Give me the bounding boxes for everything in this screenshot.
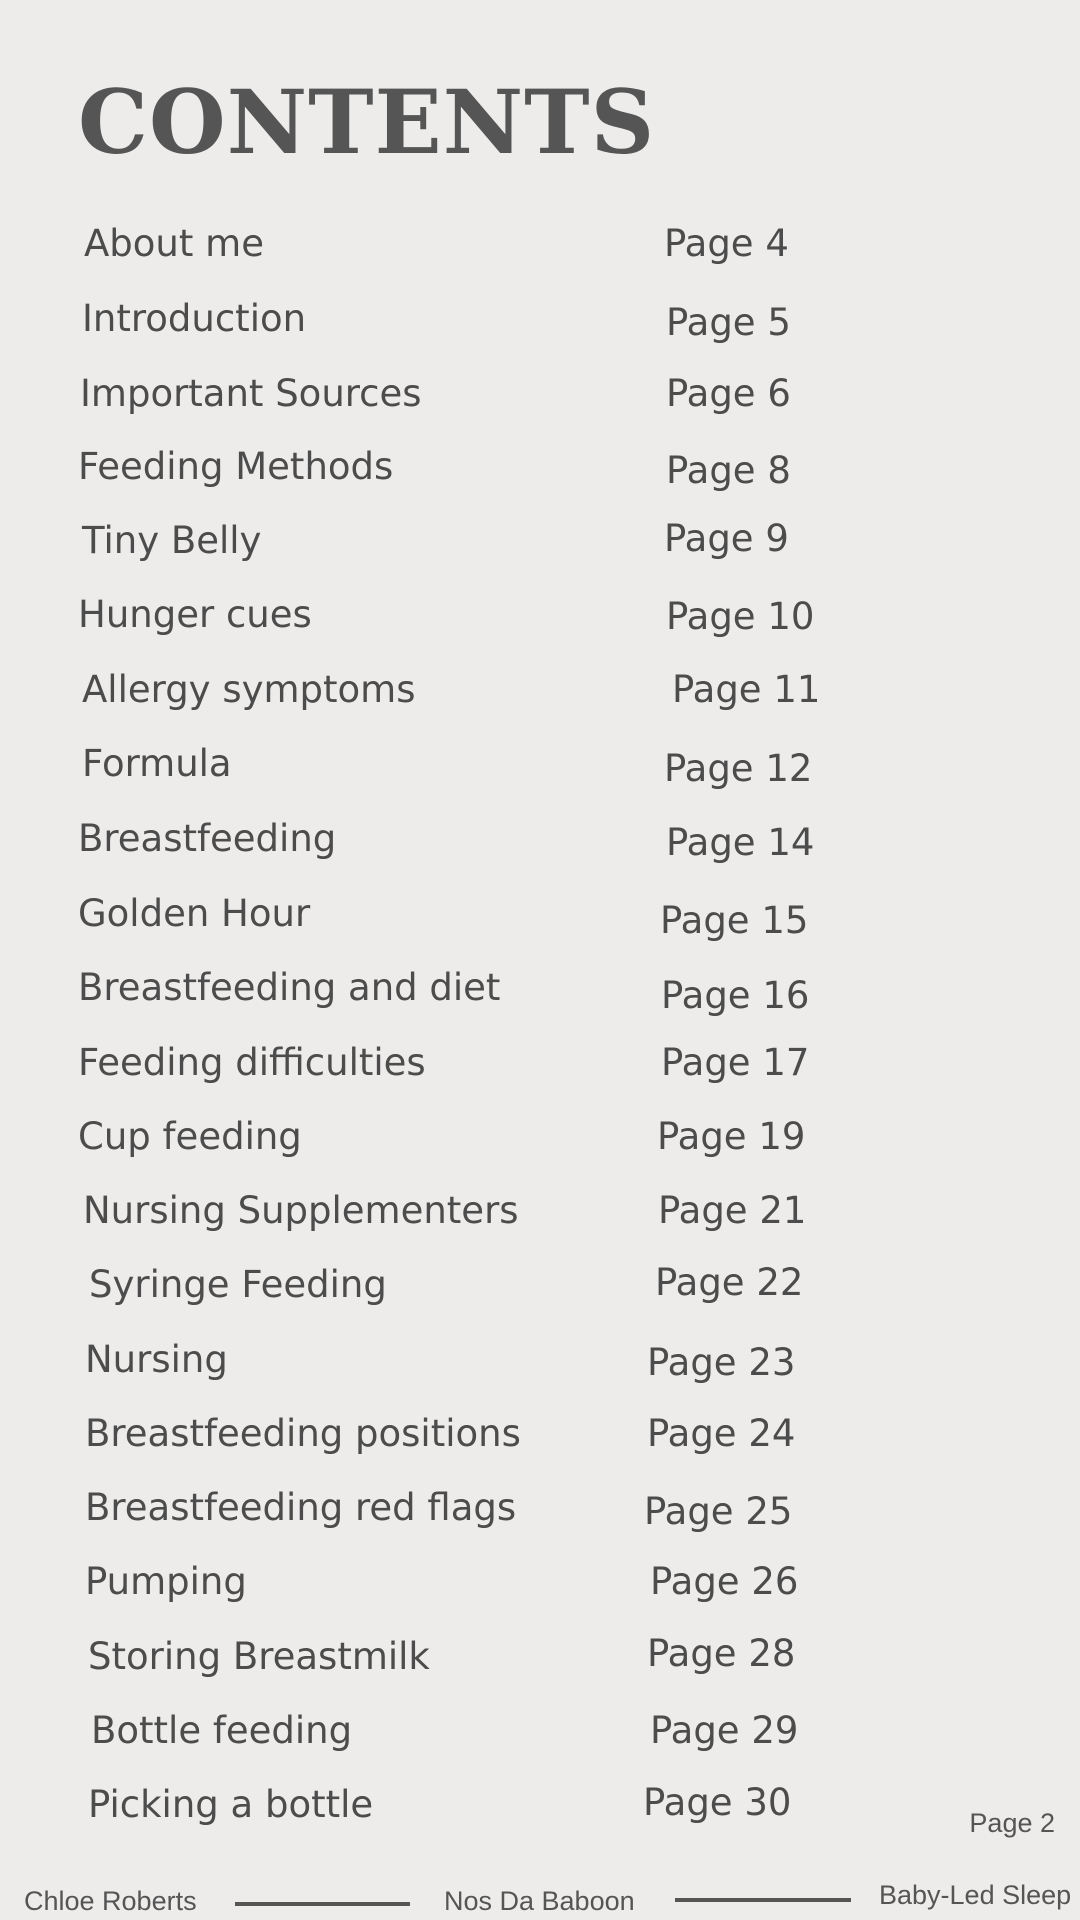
toc-entry[interactable] — [0, 437, 1080, 497]
toc-entry-label: Important Sources — [80, 372, 422, 415]
toc-entry[interactable] — [0, 734, 1080, 794]
toc-entry-page: Page 6 — [666, 372, 791, 415]
toc-entry-label: Bottle feeding — [91, 1709, 353, 1752]
toc-entry-label: Hunger cues — [78, 593, 312, 636]
toc-entry[interactable] — [0, 1627, 1080, 1687]
toc-entry-page: Page 8 — [666, 449, 791, 492]
toc-entry-label: Allergy symptoms — [82, 668, 416, 711]
toc-entry[interactable] — [0, 289, 1080, 349]
toc-entry-page: Page 11 — [672, 668, 821, 711]
toc-entry-page: Page 25 — [644, 1490, 793, 1533]
toc-entry-page: Page 15 — [660, 899, 809, 942]
toc-entry-label: Breastfeeding and diet — [78, 966, 501, 1009]
toc-entry[interactable] — [0, 1255, 1080, 1315]
toc-entry-page: Page 26 — [650, 1560, 799, 1603]
toc-entry-page: Page 17 — [661, 1041, 810, 1084]
footer-brand: Nos Da Baboon — [444, 1886, 635, 1916]
toc-entry-label: Syringe Feeding — [89, 1263, 387, 1306]
toc-entry[interactable] — [0, 660, 1080, 720]
toc-entry[interactable] — [0, 1404, 1080, 1464]
toc-entry[interactable] — [0, 214, 1080, 274]
toc-entry-label: Nursing — [85, 1338, 228, 1381]
toc-entry[interactable] — [0, 1181, 1080, 1241]
toc-entry-label: Golden Hour — [78, 892, 311, 935]
toc-entry-label: Cup feeding — [78, 1115, 302, 1158]
toc-entry[interactable] — [0, 1330, 1080, 1390]
toc-entry-page: Page 23 — [647, 1341, 796, 1384]
toc-entry-label: Breastfeeding red flags — [85, 1486, 517, 1529]
toc-entry-label: Picking a bottle — [88, 1783, 374, 1826]
toc-entry-label: Feeding difficulties — [78, 1041, 426, 1084]
contents-title: CONTENTS — [78, 70, 656, 174]
toc-entry-page: Page 9 — [664, 517, 789, 560]
toc-entry-page: Page 28 — [647, 1632, 796, 1675]
footer-divider-line — [675, 1898, 851, 1902]
toc-entry[interactable] — [0, 809, 1080, 869]
toc-entry-label: Introduction — [82, 297, 307, 340]
toc-entry-page: Page 30 — [643, 1781, 792, 1824]
toc-entry[interactable] — [0, 1775, 1080, 1835]
toc-entry-page: Page 5 — [666, 301, 791, 344]
footer-divider-line — [235, 1902, 410, 1906]
toc-entry[interactable] — [0, 585, 1080, 645]
toc-entry[interactable] — [0, 958, 1080, 1018]
toc-entry-label: About me — [84, 222, 264, 265]
toc-entry-label: Feeding Methods — [78, 445, 394, 488]
toc-entry[interactable] — [0, 364, 1080, 424]
toc-entry[interactable] — [0, 1033, 1080, 1093]
toc-entry-page: Page 16 — [661, 974, 810, 1017]
toc-entry-page: Page 29 — [650, 1709, 799, 1752]
toc-entry-page: Page 12 — [664, 747, 813, 790]
toc-entry-label: Nursing Supplementers — [83, 1189, 519, 1232]
toc-entry[interactable] — [0, 1107, 1080, 1167]
toc-entry-label: Pumping — [85, 1560, 247, 1603]
toc-entry-page: Page 10 — [666, 595, 815, 638]
footer-author: Chloe Roberts — [24, 1886, 197, 1916]
toc-entry-page: Page 22 — [655, 1261, 804, 1304]
toc-entry-page: Page 4 — [664, 222, 789, 265]
toc-entry-page: Page 19 — [657, 1115, 806, 1158]
toc-entry-page: Page 21 — [658, 1189, 807, 1232]
toc-entry[interactable] — [0, 511, 1080, 571]
toc-entry-label: Formula — [82, 742, 232, 785]
toc-entry-label: Storing Breastmilk — [88, 1635, 430, 1678]
toc-entry-page: Page 24 — [647, 1412, 796, 1455]
toc-entry[interactable] — [0, 1478, 1080, 1538]
toc-entry[interactable] — [0, 1552, 1080, 1612]
toc-entry[interactable] — [0, 1701, 1080, 1761]
toc-entry-label: Tiny Belly — [82, 519, 262, 562]
toc-entry-page: Page 14 — [666, 821, 815, 864]
toc-entry[interactable] — [0, 884, 1080, 944]
footer-book-title: Baby-Led Sleep — [879, 1880, 1072, 1910]
toc-entry-label: Breastfeeding positions — [85, 1412, 521, 1455]
toc-entry-label: Breastfeeding — [78, 817, 337, 860]
page-number: Page 2 — [969, 1808, 1055, 1838]
